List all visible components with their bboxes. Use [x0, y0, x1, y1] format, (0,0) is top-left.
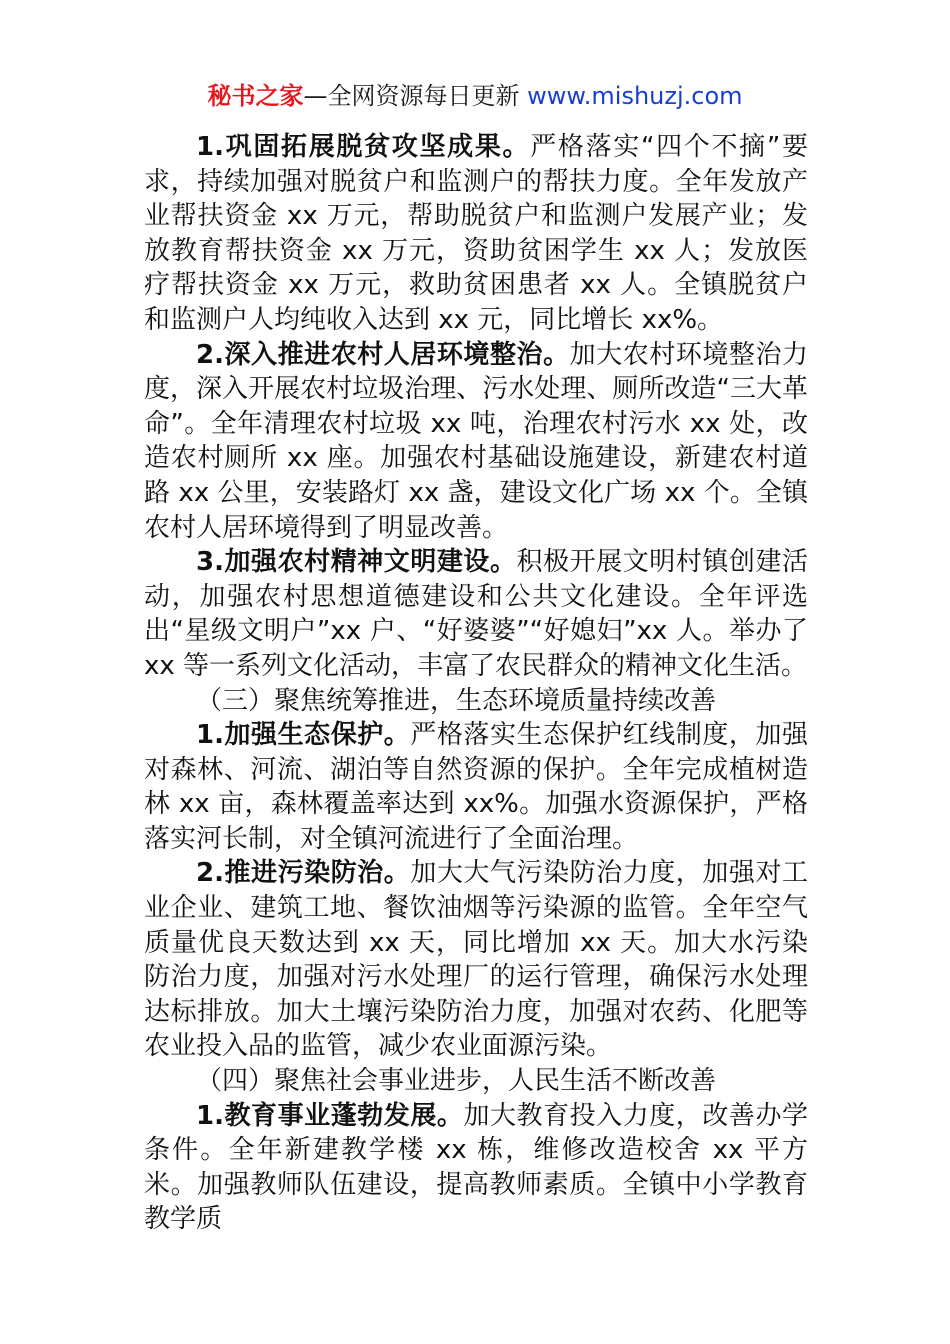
paragraph-text: 加大教育投入力度，改善办学条件。全年新建教学楼 xx 栋，维修改造校舍 xx 平方米。加强教师队伍建设，提高教师素质。全镇中小学教育教学质: [144, 1100, 808, 1235]
brand-name: 秘书之家: [207, 82, 304, 110]
section-heading: [144, 1064, 808, 1099]
paragraph-text: 加大大气污染防治力度，加强对工业企业、建筑工地、餐饮油烟等污染源的监管。全年空气质量优良天数达到 xx 天，同比增加 xx 天。加大水污染防治力度，加强对污水处理厂的运行管理，确保污水处理达标排放。加大土壤污染防治力度，加强对农药、化肥等农业投入品的监管，减少农业面源污染。: [144, 858, 808, 1062]
paragraph-lead: 2.深入推进农村人居环境整治。: [196, 339, 570, 370]
paragraph-text: 加大农村环境整治力度，深入开展农村垃圾治理、污水处理、厕所改造“三大革命”。全年清理农村垃圾 xx 吨，治理农村污水 xx 处，改造农村厕所 xx 座。加强农村基础设施建设，新建农村道路 xx 公里，安装路灯 xx 盏，建设文化广场 xx 个。全镇农村人居环境得到了明显改善。: [144, 339, 808, 543]
site-url-link[interactable]: www.mishuzj.com: [527, 82, 743, 110]
section-heading-text: （三）聚焦统筹推进，生态环境质量持续改善: [196, 685, 717, 716]
paragraph-text: 严格落实生态保护红线制度，加强对森林、河流、湖泊等自然资源的保护。全年完成植树造林 xx 亩，森林覆盖率达到 xx%。加强水资源保护，严格落实河长制，对全镇河流进行了全面治理。: [144, 720, 808, 854]
paragraph-lead: 1.教育事业蓬勃发展。: [196, 1100, 464, 1131]
paragraph: [144, 545, 808, 683]
paragraph: [144, 856, 808, 1064]
paragraph-lead: 1.加强生态保护。: [196, 720, 411, 751]
paragraph: [144, 130, 808, 338]
paragraph-lead: 1.巩固拓展脱贫攻坚成果。: [196, 132, 531, 162]
paragraph-lead: 2.推进污染防治。: [196, 858, 411, 889]
section-heading-text: （四）聚焦社会事业进步，人民生活不断改善: [196, 1066, 717, 1097]
paragraph-lead: 3.加强农村精神文明建设。: [196, 547, 517, 578]
paragraph-text: 严格落实“四个不摘”要求，持续加强对脱贫户和监测户的帮扶力度。全年发放产业帮扶资金 xx 万元，帮助脱贫户和监测户发展产业；发放教育帮扶资金 xx 万元，资助贫困学生 xx 人；发放医疗帮扶资金 xx 万元，救助贫困患者 xx 人。全镇脱贫户和监测户人均纯收入达到 xx 元，同比增长 xx%。: [144, 132, 808, 335]
paragraph-text: 积极开展文明村镇创建活动，加强农村思想道德建设和公共文化建设。全年评选出“星级文明户”xx 户、“好婆婆”“好媳妇”xx 人。举办了 xx 等一系列文化活动，丰富了农民群众的精神文化生活。: [144, 547, 808, 681]
section-heading: [144, 684, 808, 719]
site-header: [0, 80, 950, 112]
document-body: [144, 130, 808, 1237]
paragraph: [144, 1099, 808, 1237]
paragraph: [144, 718, 808, 856]
header-tagline: —全网资源每日更新: [303, 82, 528, 110]
paragraph: [144, 338, 808, 546]
